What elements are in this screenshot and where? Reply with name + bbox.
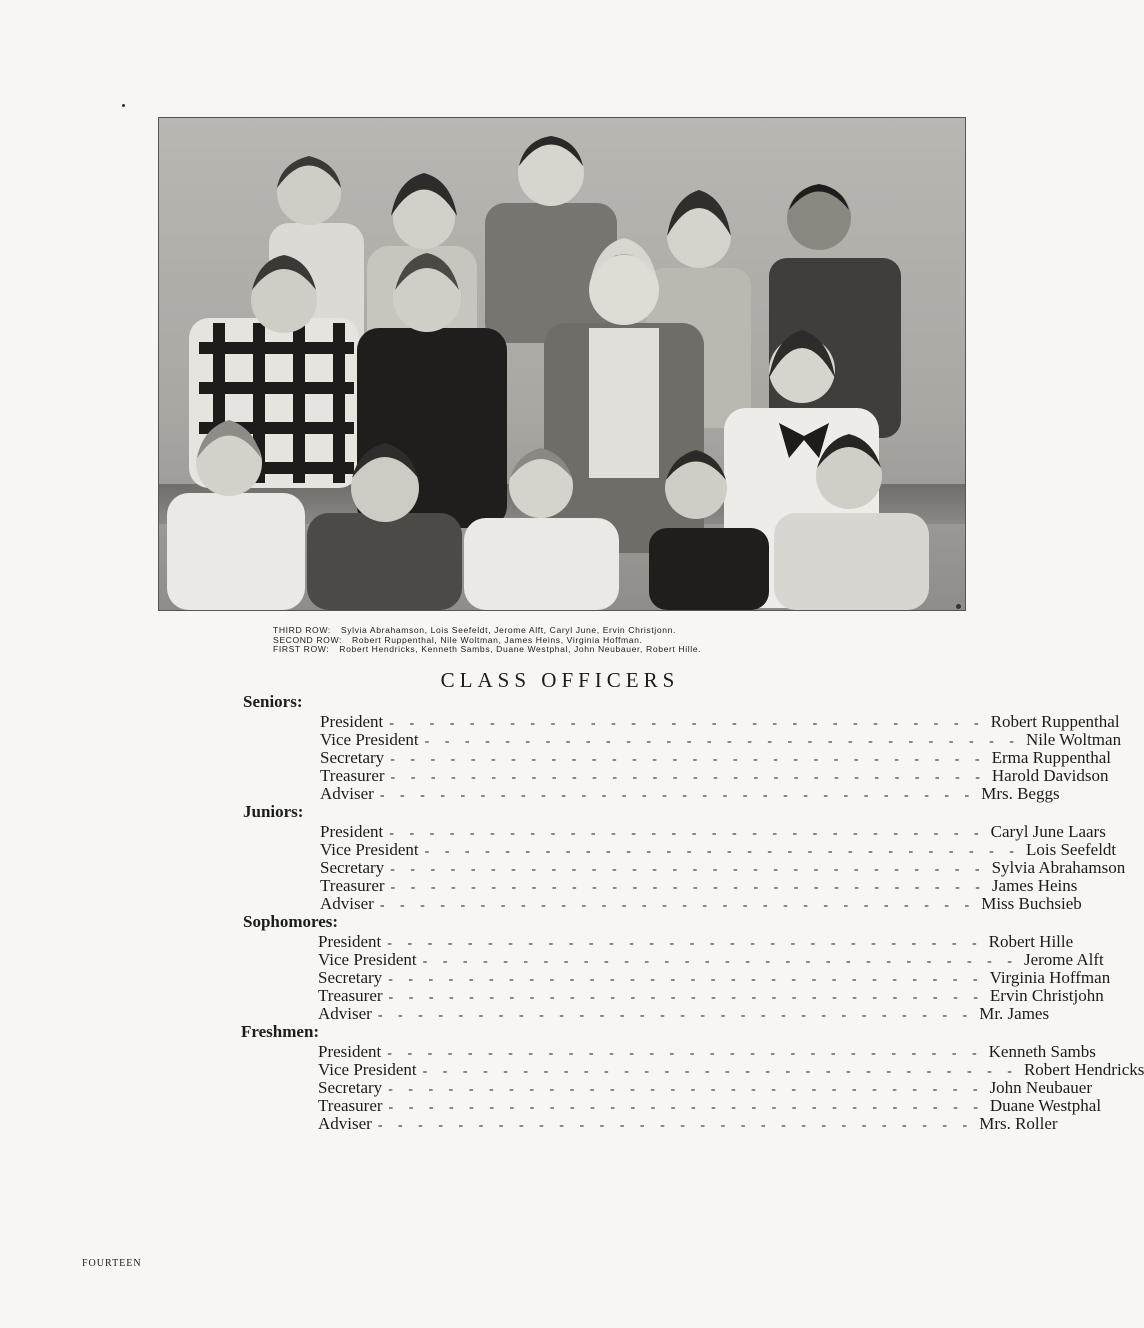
officer-name: Mrs. Roller <box>979 1114 1058 1133</box>
officer-row <box>320 840 1117 861</box>
class-photo <box>158 117 966 611</box>
officer-row <box>318 1096 1102 1117</box>
dot-leader: - - - - - - - - - - - - - - - - - - - - - - - - - - - - - - <box>389 716 985 731</box>
office-label: Adviser <box>318 1004 372 1023</box>
officer-name: Virginia Hoffman <box>989 968 1111 987</box>
officer-name: Mr. James <box>979 1004 1050 1023</box>
officer-name: Ervin Christjohn <box>989 986 1104 1005</box>
officer-row <box>318 1114 1058 1135</box>
officer-name: Robert Ruppenthal <box>990 712 1120 731</box>
caption-row-label: SECOND ROW: <box>273 634 342 645</box>
caption-row-names: Robert Hendricks, Kenneth Sambs, Duane Westphal, John Neubauer, Robert Hille. <box>339 644 702 655</box>
officer-row <box>318 1078 1093 1099</box>
dot-leader: - - - - - - - - - - - - - - - - - - - - - - - - - - - - - - <box>387 1046 983 1061</box>
office-label: Treasurer <box>320 876 385 895</box>
caption-row-names: Robert Ruppenthal, Nile Woltman, James Heins, Virginia Hoffman. <box>352 634 643 645</box>
dot-leader: - - - - - - - - - - - - - - - - - - - - - - - - - - - - - - <box>379 788 976 803</box>
office-label: President <box>320 712 384 731</box>
office-label: Secretary <box>318 968 383 987</box>
dot-leader: - - - - - - - - - - - - - - - - - - - - - - - - - - - - - - <box>389 826 985 841</box>
dot-leader: - - - - - - - - - - - - - - - - - - - - - - - - - - - - - - <box>387 936 983 951</box>
officer-name: Harold Davidson <box>991 766 1109 785</box>
officer-name: John Neubauer <box>989 1078 1093 1097</box>
office-label: Vice President <box>318 950 417 969</box>
office-label: Treasurer <box>318 986 383 1005</box>
class-photo-figures <box>159 118 965 610</box>
officer-row <box>320 858 1126 879</box>
dot-leader: - - - - - - - - - - - - - - - - - - - - - - - - - - - - - - <box>424 844 1020 859</box>
officer-name: Erma Ruppenthal <box>991 748 1112 767</box>
officer-row <box>320 730 1122 751</box>
office-label: Adviser <box>320 894 374 913</box>
officer-row <box>318 950 1104 971</box>
dot-leader: - - - - - - - - - - - - - - - - - - - - - - - - - - - - - - <box>422 1064 1018 1079</box>
office-label: President <box>318 1042 382 1061</box>
office-label: Treasurer <box>318 1096 383 1115</box>
officer-row <box>318 986 1104 1007</box>
officer-name: Kenneth Sambs <box>988 1042 1096 1061</box>
dot-leader: - - - - - - - - - - - - - - - - - - - - - - - - - - - - - - <box>388 1082 984 1097</box>
officer-name: Nile Woltman <box>1025 730 1122 749</box>
caption-row-label: FIRST ROW: <box>273 644 330 655</box>
officer-name: Mrs. Beggs <box>981 784 1060 803</box>
officer-name: Caryl June Laars <box>990 822 1106 841</box>
officer-row <box>318 1060 1144 1081</box>
dot-leader: - - - - - - - - - - - - - - - - - - - - - - - - - - - - - - <box>424 734 1020 749</box>
class-title-sophomores: Sophomores: <box>243 912 339 931</box>
caption-row-first <box>273 645 873 655</box>
dot-leader: - - - - - - - - - - - - - - - - - - - - - - - - - - - - - - <box>390 880 986 895</box>
officer-name: Robert Hille <box>988 932 1074 951</box>
dot-leader: - - - - - - - - - - - - - - - - - - - - - - - - - - - - - - <box>390 752 986 767</box>
officer-name: James Heins <box>991 876 1078 895</box>
officer-name: Duane Westphal <box>989 1096 1102 1115</box>
caption-row-label: THIRD ROW: <box>273 625 331 635</box>
class-title-seniors: Seniors: <box>243 692 303 711</box>
dot-leader: - - - - - - - - - - - - - - - - - - - - - - - - - - - - - - <box>422 954 1018 969</box>
dot-leader: - - - - - - - - - - - - - - - - - - - - - - - - - - - - - - <box>390 770 986 785</box>
officer-row <box>320 766 1109 787</box>
dot-leader: - - - - - - - - - - - - - - - - - - - - - - - - - - - - - - <box>390 862 986 877</box>
officer-name: Miss Buchsieb <box>981 894 1082 913</box>
office-label: Vice President <box>320 840 419 859</box>
office-label: Adviser <box>320 784 374 803</box>
office-label: Vice President <box>318 1060 417 1079</box>
officer-row <box>318 1004 1050 1025</box>
officer-row <box>320 784 1060 805</box>
class-title-juniors: Juniors: <box>243 802 304 821</box>
officer-row <box>320 748 1112 769</box>
print-speck <box>956 604 961 609</box>
dot-leader: - - - - - - - - - - - - - - - - - - - - - - - - - - - - - - <box>388 990 984 1005</box>
office-label: Vice President <box>320 730 419 749</box>
dot-leader: - - - - - - - - - - - - - - - - - - - - - - - - - - - - - - <box>388 972 984 987</box>
photo-caption <box>273 626 873 655</box>
officer-row <box>320 894 1082 915</box>
office-label: President <box>318 932 382 951</box>
class-title-freshmen: Freshmen: <box>241 1022 320 1041</box>
office-label: President <box>320 822 384 841</box>
dot-leader: - - - - - - - - - - - - - - - - - - - - - - - - - - - - - - <box>377 1118 974 1133</box>
office-label: Adviser <box>318 1114 372 1133</box>
office-label: Secretary <box>320 858 385 877</box>
officer-row <box>318 968 1111 989</box>
page-folio: FOURTEEN <box>82 1258 142 1269</box>
dot-leader: - - - - - - - - - - - - - - - - - - - - - - - - - - - - - - <box>377 1008 974 1023</box>
office-label: Secretary <box>318 1078 383 1097</box>
page-title: CLASS OFFICERS <box>440 668 680 692</box>
officer-row <box>320 876 1078 897</box>
caption-row-names: Sylvia Abrahamson, Lois Seefeldt, Jerome Alft, Caryl June, Ervin Christjonn. <box>340 625 676 635</box>
officer-name: Robert Hendricks <box>1023 1060 1144 1079</box>
officer-name: Sylvia Abrahamson <box>991 858 1126 877</box>
print-speck <box>122 104 125 107</box>
office-label: Treasurer <box>320 766 385 785</box>
dot-leader: - - - - - - - - - - - - - - - - - - - - - - - - - - - - - - <box>379 898 976 913</box>
officer-name: Jerome Alft <box>1023 950 1104 969</box>
officer-name: Lois Seefeldt <box>1025 840 1117 859</box>
dot-leader: - - - - - - - - - - - - - - - - - - - - - - - - - - - - - - <box>388 1100 984 1115</box>
office-label: Secretary <box>320 748 385 767</box>
